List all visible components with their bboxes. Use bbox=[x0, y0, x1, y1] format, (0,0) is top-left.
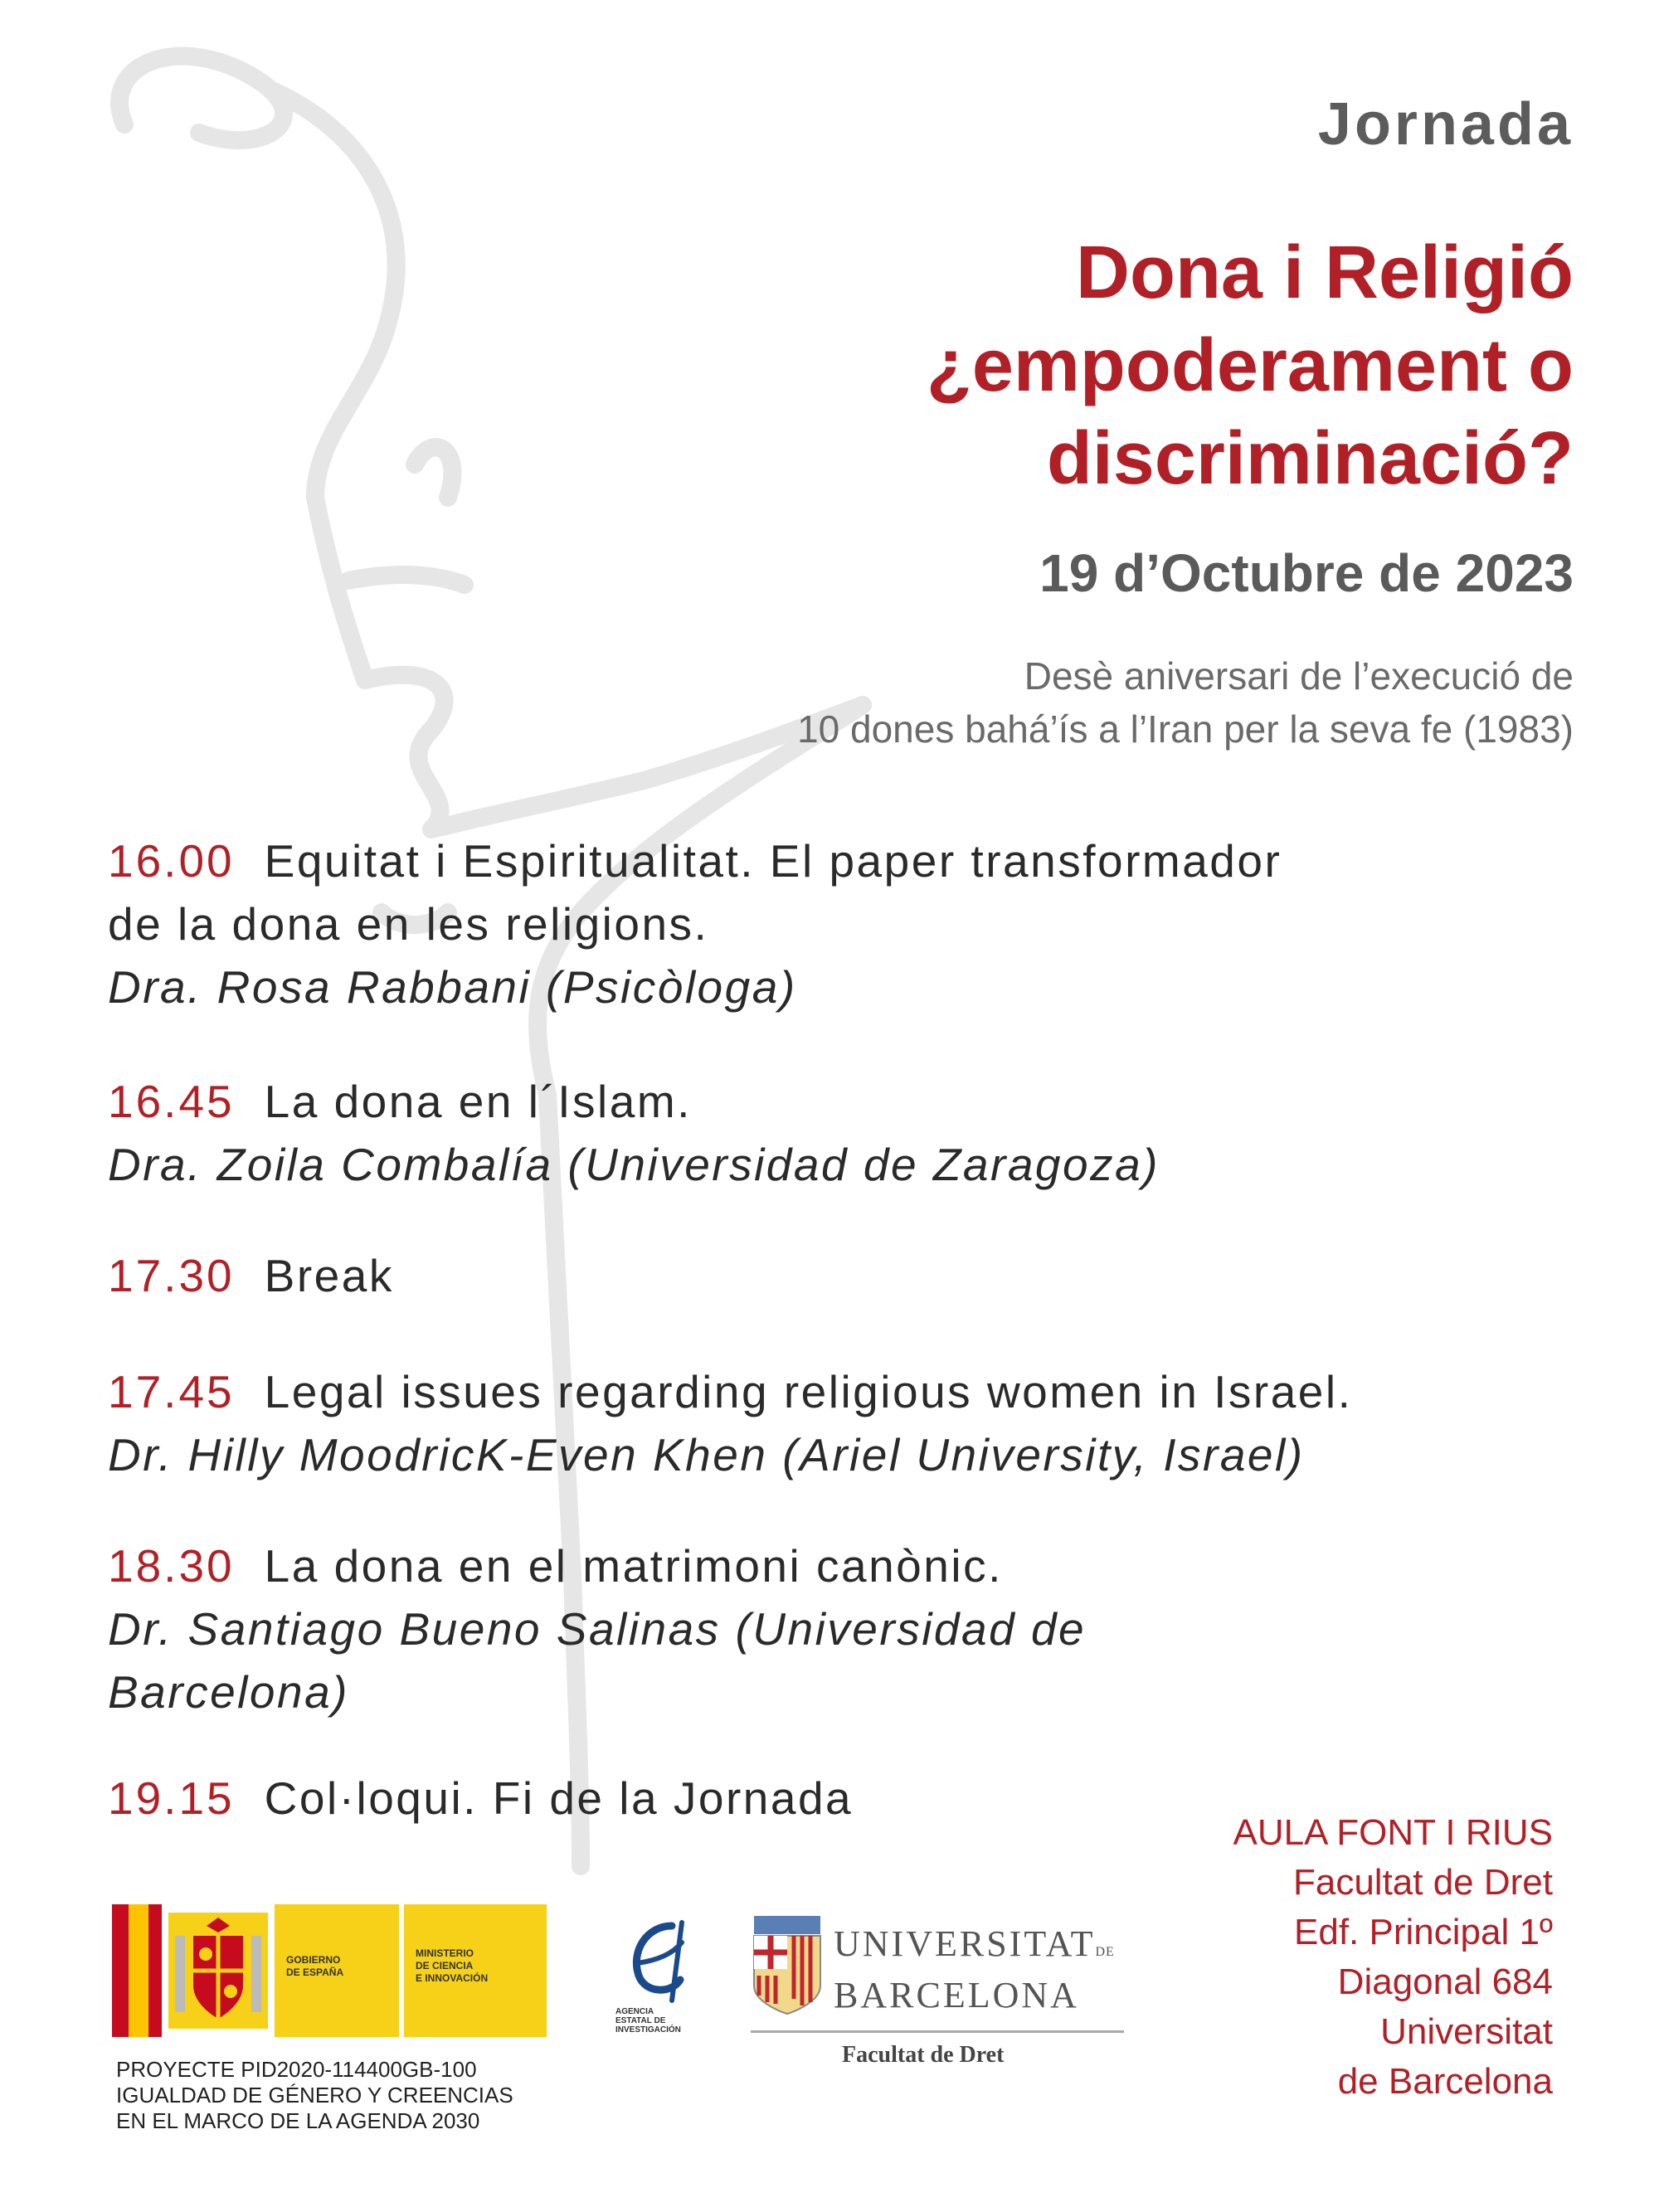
project-line: IGUALDAD DE GÉNERO Y CREENCIAS bbox=[116, 2083, 513, 2107]
venue-line: de Barcelona bbox=[1337, 2061, 1553, 2102]
program-item bbox=[108, 1534, 1086, 1723]
ub-name-de: DE bbox=[1095, 1945, 1115, 1959]
event-subtitle-line: Desè aniversari de l’execució de bbox=[1024, 654, 1574, 698]
coat-of-arms-icon bbox=[168, 1913, 268, 2029]
session-title: La dona en l´Islam. bbox=[264, 1076, 692, 1127]
program-item bbox=[108, 829, 1282, 1018]
session-title: de la dona en les religions. bbox=[108, 898, 709, 950]
aei-text: AGENCIA bbox=[615, 2007, 654, 2016]
session-time: 19.15 bbox=[108, 1772, 235, 1824]
ministerio-text: MINISTERIO bbox=[416, 1947, 474, 1959]
ministerio-text: E INNOVACIÓN bbox=[416, 1972, 489, 1984]
venue-block bbox=[1055, 1808, 1553, 2107]
ub-faculty: Facultat de Dret bbox=[842, 2042, 1005, 2068]
session-time: 17.30 bbox=[108, 1250, 235, 1301]
session-speaker: Dr. Santiago Bueno Salinas (Universidad de bbox=[108, 1603, 1087, 1655]
program-item bbox=[108, 1070, 1160, 1196]
session-speaker: Barcelona) bbox=[108, 1666, 349, 1718]
session-speaker: Dra. Zoila Combalía (Universidad de Zaragoza) bbox=[108, 1139, 1160, 1190]
venue-line: Universitat bbox=[1380, 2011, 1553, 2052]
session-speaker: Dr. Hilly MoodricK-Even Khen (Ariel University, Israel) bbox=[108, 1429, 1305, 1480]
event-title-line: Dona i Religió bbox=[1075, 231, 1574, 314]
project-line: EN EL MARCO DE LA AGENDA 2030 bbox=[116, 2108, 480, 2133]
venue-line: AULA FONT I RIUS bbox=[1233, 1812, 1553, 1853]
gobierno-text: GOBIERNO bbox=[286, 1954, 341, 1966]
session-speaker: Dra. Rosa Rabbani (Psicòloga) bbox=[108, 961, 797, 1013]
aei-logo bbox=[614, 1918, 705, 2042]
session-time: 17.45 bbox=[108, 1366, 235, 1417]
aei-emblem-icon bbox=[614, 1918, 705, 2005]
session-title: La dona en el matrimoni canònic. bbox=[264, 1540, 1003, 1592]
header bbox=[412, 87, 1574, 756]
venue-line: Facultat de Dret bbox=[1292, 1862, 1553, 1903]
session-time: 16.00 bbox=[108, 835, 235, 887]
event-subtitle bbox=[412, 649, 1574, 756]
event-title bbox=[412, 226, 1574, 505]
ub-shield-icon bbox=[751, 1916, 824, 2015]
program-item bbox=[108, 1244, 394, 1307]
ministerio-label bbox=[404, 1904, 547, 2037]
event-title-line: discriminació? bbox=[1046, 417, 1574, 500]
gobierno-ministerio-logo bbox=[112, 1904, 547, 2037]
gobierno-label bbox=[275, 1904, 399, 2037]
program-item bbox=[108, 1767, 853, 1830]
ub-name-line: UNIVERSITAT bbox=[834, 1923, 1096, 1964]
session-title: Break bbox=[264, 1250, 394, 1301]
session-time: 16.45 bbox=[108, 1076, 235, 1127]
event-date: 19 d’Octubre de 2023 bbox=[1039, 543, 1574, 603]
event-subtitle-line: 10 dones bahá’ís a l’Iran per la seva fe (1983) bbox=[797, 707, 1574, 751]
session-time: 18.30 bbox=[108, 1540, 235, 1592]
aei-text: ESTATAL DE bbox=[615, 2016, 666, 2025]
kicker: Jornada bbox=[1317, 91, 1574, 158]
gobierno-text: DE ESPAÑA bbox=[286, 1966, 344, 1978]
program-item bbox=[108, 1360, 1352, 1486]
session-title: Legal issues regarding religious women in Israel. bbox=[264, 1366, 1353, 1417]
project-credit bbox=[116, 2057, 513, 2134]
aei-text: INVESTIGACIÓN bbox=[615, 2025, 681, 2035]
spanish-flag-icon bbox=[112, 1904, 162, 2037]
ub-name-line: BARCELONA bbox=[834, 1975, 1079, 2015]
project-line: PROYECTE PID2020-114400GB-100 bbox=[116, 2057, 477, 2082]
session-title: Col·loqui. Fi de la Jornada bbox=[264, 1772, 854, 1824]
venue-line: Edf. Principal 1º bbox=[1294, 1912, 1553, 1952]
venue-line: Diagonal 684 bbox=[1337, 1962, 1553, 2002]
ub-divider bbox=[751, 2030, 1124, 2033]
session-title: Equitat i Espiritualitat. El paper transformador bbox=[264, 835, 1282, 887]
ministerio-text: DE CIENCIA bbox=[416, 1960, 474, 1971]
universitat-barcelona-logo bbox=[751, 1916, 1124, 2069]
event-title-line: ¿empoderament o bbox=[926, 324, 1574, 407]
